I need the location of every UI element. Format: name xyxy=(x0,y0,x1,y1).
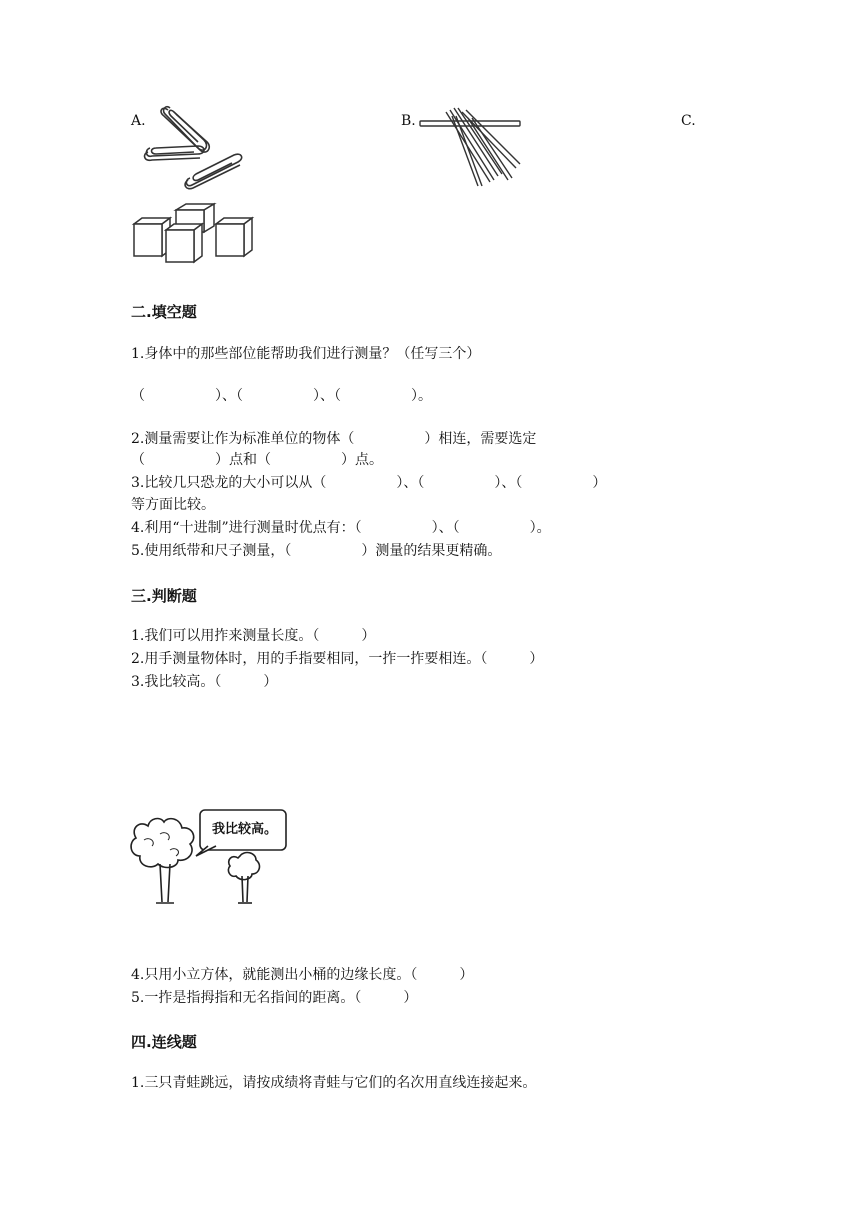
s2-question-1-blanks: （ ）、（ ）、（ ）。 xyxy=(131,388,432,404)
s2-question-4: 4.利用“十进制”进行测量时优点有：（ ）、（ ）。 xyxy=(131,520,551,536)
option-c-label: C. xyxy=(681,113,696,129)
option-b-label: B. xyxy=(401,113,416,129)
s3-question-3: 3.我比较高。（ ） xyxy=(131,674,278,690)
option-a-label: A. xyxy=(131,113,146,129)
s3-question-5: 5.一拃是指拇指和无名指间的距离。（ ） xyxy=(131,990,418,1006)
s2-question-3-line-1: 3.比较几只恐龙的大小可以从（ ）、（ ）、（ ） xyxy=(131,475,607,491)
section-4-heading: 四.连线题 xyxy=(131,1033,197,1051)
s3-question-2: 2.用手测量物体时，用的手指要相同，一拃一拃要相连。（ ） xyxy=(131,651,544,667)
s3-question-1: 1.我们可以用拃来测量长度。（ ） xyxy=(131,628,376,644)
paperclips-image xyxy=(140,100,250,190)
s3-question-4: 4.只用小立方体，就能测出小桶的边缘长度。（ ） xyxy=(131,967,474,983)
s2-question-2-line-1: 2.测量需要让作为标准单位的物体（ ）相连，需要选定 xyxy=(131,431,537,447)
s4-question-1: 1.三只青蛙跳远，请按成绩将青蛙与它们的名次用直线连接起来。 xyxy=(131,1075,537,1091)
s2-question-2-line-2: （ ）点和（ ）点。 xyxy=(131,452,383,468)
sticks-image xyxy=(418,104,528,189)
s2-question-1: 1.身体中的那些部位能帮助我们进行测量？（任写三个） xyxy=(131,346,481,362)
cubes-image xyxy=(130,202,256,264)
s2-question-3-line-2: 等方面比较。 xyxy=(131,497,215,513)
section-2-heading: 二.填空题 xyxy=(131,303,197,321)
section-3-heading: 三.判断题 xyxy=(131,587,197,605)
speech-bubble-text: 我比较高。 xyxy=(212,822,278,837)
s2-question-5: 5.使用纸带和尺子测量，（ ）测量的结果更精确。 xyxy=(131,543,502,559)
